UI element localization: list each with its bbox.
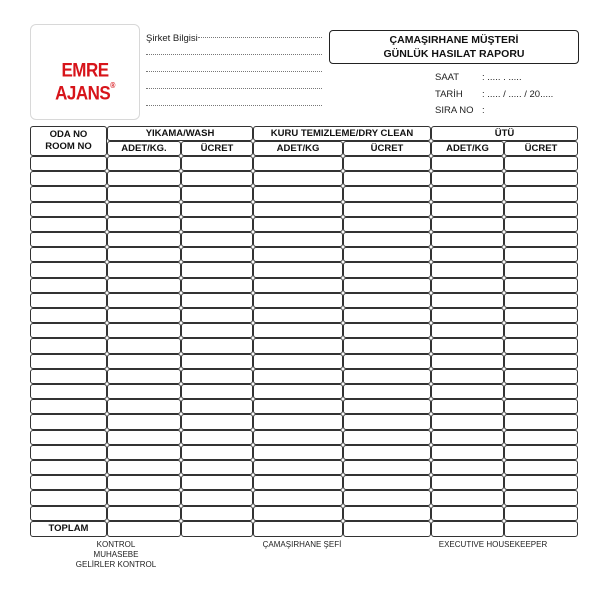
wash-quantity-header: ADET/KG. [107,141,181,156]
entry-cell[interactable] [253,490,343,505]
room-no-header: ODA NO ROOM NO [30,126,107,156]
entry-cell[interactable] [504,475,578,490]
room-number-cell[interactable] [30,323,107,338]
entry-cell[interactable] [107,247,181,262]
entry-cell[interactable] [107,278,181,293]
entry-cell[interactable] [181,414,253,429]
entry-cell[interactable] [181,323,253,338]
entry-cell[interactable] [253,506,343,521]
entry-cell[interactable] [181,293,253,308]
entry-cell[interactable] [504,384,578,399]
entry-cell[interactable] [431,247,504,262]
entry-cell[interactable] [107,475,181,490]
entry-cell[interactable] [181,399,253,414]
entry-cell[interactable] [343,156,431,171]
entry-cell[interactable] [181,369,253,384]
entry-cell[interactable] [504,323,578,338]
room-number-cell[interactable] [30,278,107,293]
ironing-header: ÜTÜ [431,126,578,141]
room-number-cell[interactable] [30,430,107,445]
entry-cell[interactable] [343,460,431,475]
entry-cell[interactable] [504,171,578,186]
entry-cell[interactable] [343,414,431,429]
entry-cell[interactable] [431,354,504,369]
entry-cell[interactable] [504,460,578,475]
meta-sequence-label: SIRA NO [435,105,474,116]
entry-cell[interactable] [181,490,253,505]
dry-clean-fee-header: ÜCRET [343,141,431,156]
entry-cell[interactable] [107,414,181,429]
entry-cell[interactable] [181,460,253,475]
meta-sequence-value[interactable]: : [482,105,485,116]
entry-cell[interactable] [253,156,343,171]
entry-cell[interactable] [107,156,181,171]
entry-cell[interactable] [343,232,431,247]
entry-cell[interactable] [343,430,431,445]
entry-cell[interactable] [343,278,431,293]
entry-cell[interactable] [253,460,343,475]
room-number-cell[interactable] [30,247,107,262]
signature-executive-housekeeper: EXECUTIVE HOUSEKEEPER [438,540,548,549]
entry-cell[interactable] [181,338,253,353]
entry-cell[interactable] [253,338,343,353]
entry-cell[interactable] [181,308,253,323]
entry-cell[interactable] [343,354,431,369]
entry-cell[interactable] [431,399,504,414]
entry-cell[interactable] [431,278,504,293]
entry-cell[interactable] [107,384,181,399]
company-info-label: Şirket Bilgisi [146,33,198,44]
entry-cell[interactable] [343,323,431,338]
entry-cell[interactable] [343,217,431,232]
room-number-cell[interactable] [30,232,107,247]
entry-cell[interactable] [504,186,578,201]
entry-cell[interactable] [107,262,181,277]
entry-cell[interactable] [181,247,253,262]
room-number-cell[interactable] [30,445,107,460]
room-number-cell[interactable] [30,506,107,521]
entry-cell[interactable] [504,293,578,308]
entry-cell[interactable] [504,490,578,505]
entry-cell[interactable] [253,217,343,232]
entry-cell[interactable] [343,384,431,399]
total-label: TOPLAM [30,521,107,537]
room-number-cell[interactable] [30,186,107,201]
wash-header: YIKAMA/WASH [107,126,253,141]
entry-cell[interactable] [504,506,578,521]
entry-cell[interactable] [343,202,431,217]
entry-cell[interactable] [181,186,253,201]
entry-cell[interactable] [253,232,343,247]
meta-date-label: TARİH [435,89,463,100]
entry-cell[interactable] [343,475,431,490]
room-number-cell[interactable] [30,414,107,429]
entry-cell[interactable] [107,506,181,521]
entry-cell[interactable] [107,308,181,323]
entry-cell[interactable] [343,490,431,505]
entry-cell[interactable] [343,399,431,414]
entry-cell[interactable] [253,430,343,445]
entry-cell[interactable] [253,323,343,338]
room-number-cell[interactable] [30,217,107,232]
entry-cell[interactable] [181,354,253,369]
entry-cell[interactable] [504,369,578,384]
entry-cell[interactable] [107,232,181,247]
entry-cell[interactable] [504,262,578,277]
entry-cell[interactable] [504,217,578,232]
entry-cell[interactable] [431,369,504,384]
room-number-cell[interactable] [30,369,107,384]
room-number-cell[interactable] [30,490,107,505]
entry-cell[interactable] [253,293,343,308]
entry-cell[interactable] [253,475,343,490]
room-number-cell[interactable] [30,460,107,475]
report-title-line-2: GÜNLÜK HASILAT RAPORU [383,48,525,60]
entry-cell[interactable] [504,247,578,262]
entry-cell[interactable] [431,506,504,521]
entry-cell[interactable] [181,156,253,171]
entry-cell[interactable] [504,414,578,429]
entry-cell[interactable] [107,293,181,308]
entry-cell[interactable] [107,460,181,475]
entry-cell[interactable] [253,369,343,384]
meta-time-label: SAAT [435,72,460,83]
entry-cell[interactable] [253,384,343,399]
entry-cell[interactable] [504,338,578,353]
entry-cell[interactable] [504,445,578,460]
report-title-line-1: ÇAMAŞIRHANE MÜŞTERİ [389,34,519,46]
entry-cell[interactable] [343,445,431,460]
entry-cell[interactable] [343,308,431,323]
entry-cell[interactable] [253,171,343,186]
total-cell[interactable] [431,521,504,537]
entry-cell[interactable] [431,308,504,323]
room-number-cell[interactable] [30,171,107,186]
entry-cell[interactable] [431,217,504,232]
room-number-cell[interactable] [30,399,107,414]
entry-cell[interactable] [253,247,343,262]
total-cell[interactable] [181,521,253,537]
entry-cell[interactable] [253,399,343,414]
entry-cell[interactable] [181,202,253,217]
dry-clean-header: KURU TEMIZLEME/DRY CLEAN [253,126,431,141]
total-cell[interactable] [343,521,431,537]
entry-cell[interactable] [107,202,181,217]
signature-laundry-chief: ÇAMAŞIRHANE ŞEFİ [262,540,342,549]
entry-cell[interactable] [431,475,504,490]
wash-fee-header: ÜCRET [181,141,253,156]
entry-cell[interactable] [504,354,578,369]
entry-cell[interactable] [181,232,253,247]
entry-cell[interactable] [343,247,431,262]
entry-cell[interactable] [431,186,504,201]
dry-clean-quantity-header: ADET/KG [253,141,343,156]
room-number-cell[interactable] [30,293,107,308]
signature-accounting-control: KONTROL MUHASEBE GELİRLER KONTROL [75,540,157,569]
entry-cell[interactable] [504,308,578,323]
entry-cell[interactable] [431,445,504,460]
entry-cell[interactable] [181,445,253,460]
entry-cell[interactable] [253,414,343,429]
company-logo: EMRE AJANS® [55,59,115,104]
entry-cell[interactable] [431,414,504,429]
entry-cell[interactable] [431,384,504,399]
entry-cell[interactable] [431,490,504,505]
room-number-cell[interactable] [30,338,107,353]
entry-cell[interactable] [431,232,504,247]
entry-cell[interactable] [253,262,343,277]
room-number-cell[interactable] [30,262,107,277]
total-cell[interactable] [504,521,578,537]
entry-cell[interactable] [253,278,343,293]
entry-cell[interactable] [431,156,504,171]
entry-cell[interactable] [431,293,504,308]
entry-cell[interactable] [181,506,253,521]
entry-cell[interactable] [431,171,504,186]
entry-cell[interactable] [343,506,431,521]
entry-cell[interactable] [181,171,253,186]
entry-cell[interactable] [107,369,181,384]
entry-cell[interactable] [253,186,343,201]
entry-cell[interactable] [431,338,504,353]
entry-cell[interactable] [504,399,578,414]
entry-cell[interactable] [343,369,431,384]
entry-cell[interactable] [181,384,253,399]
meta-time-value[interactable]: : ..... . ..... [482,72,522,83]
entry-cell[interactable] [343,293,431,308]
room-number-cell[interactable] [30,475,107,490]
ironing-quantity-header: ADET/KG [431,141,504,156]
entry-cell[interactable] [253,445,343,460]
entry-cell[interactable] [343,186,431,201]
total-cell[interactable] [107,521,181,537]
entry-cell[interactable] [253,354,343,369]
entry-cell[interactable] [107,217,181,232]
entry-cell[interactable] [181,430,253,445]
entry-cell[interactable] [107,186,181,201]
entry-cell[interactable] [431,202,504,217]
entry-cell[interactable] [107,171,181,186]
entry-cell[interactable] [504,156,578,171]
entry-cell[interactable] [181,217,253,232]
entry-cell[interactable] [181,278,253,293]
entry-cell[interactable] [343,262,431,277]
entry-cell[interactable] [107,354,181,369]
entry-cell[interactable] [253,202,343,217]
entry-cell[interactable] [253,308,343,323]
entry-cell[interactable] [431,460,504,475]
entry-cell[interactable] [504,278,578,293]
entry-cell[interactable] [343,338,431,353]
entry-cell[interactable] [107,399,181,414]
entry-cell[interactable] [107,430,181,445]
room-number-cell[interactable] [30,156,107,171]
ironing-fee-header: ÜCRET [504,141,578,156]
entry-cell[interactable] [107,445,181,460]
entry-cell[interactable] [504,202,578,217]
entry-cell[interactable] [431,262,504,277]
entry-cell[interactable] [107,323,181,338]
entry-cell[interactable] [431,323,504,338]
room-number-cell[interactable] [30,308,107,323]
entry-cell[interactable] [181,475,253,490]
entry-cell[interactable] [107,338,181,353]
room-number-cell[interactable] [30,202,107,217]
entry-cell[interactable] [504,232,578,247]
entry-cell[interactable] [343,171,431,186]
entry-cell[interactable] [107,490,181,505]
room-number-cell[interactable] [30,354,107,369]
meta-date-value[interactable]: : ..... / ..... / 20..... [482,89,554,100]
room-number-cell[interactable] [30,384,107,399]
entry-cell[interactable] [181,262,253,277]
total-cell[interactable] [253,521,343,537]
entry-cell[interactable] [431,430,504,445]
entry-cell[interactable] [504,430,578,445]
